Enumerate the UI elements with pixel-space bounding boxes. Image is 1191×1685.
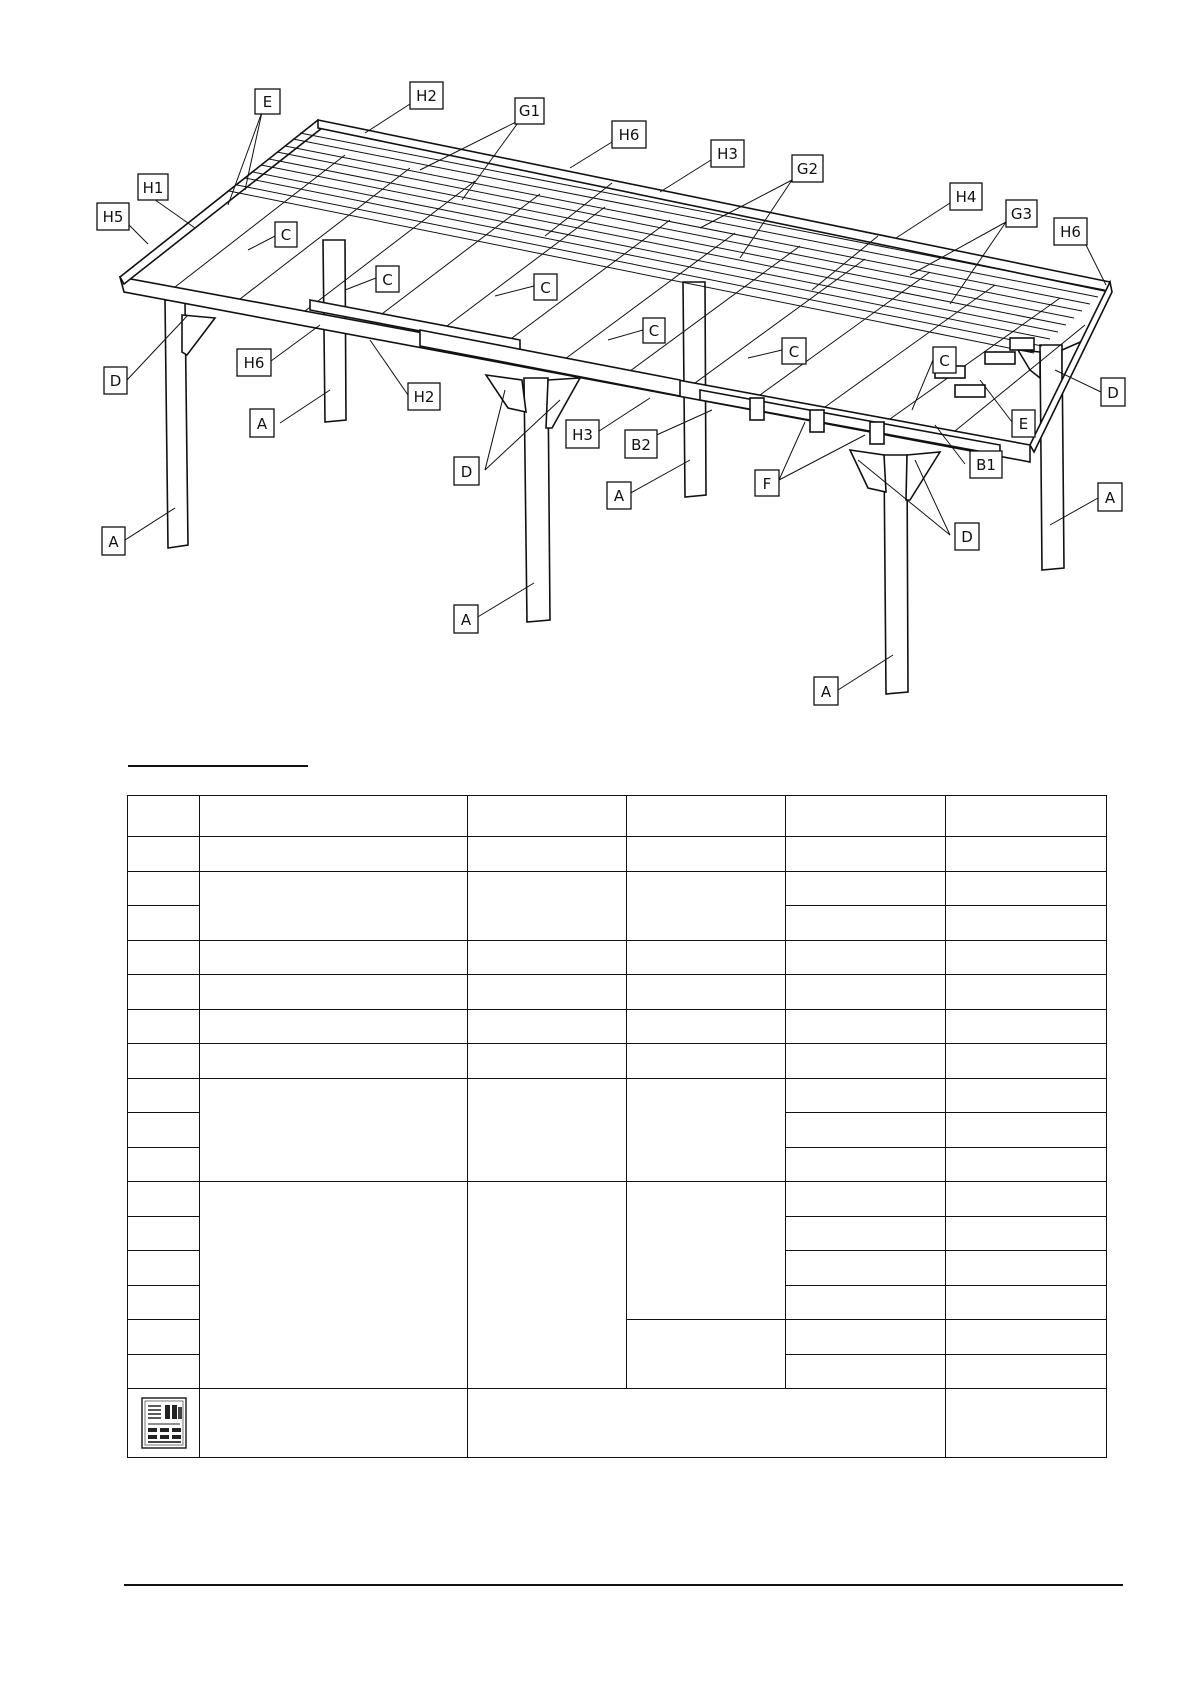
svg-text:G2: G2	[796, 160, 819, 178]
callout-B1	[970, 451, 1002, 478]
table-row	[128, 837, 1107, 872]
svg-text:B1: B1	[976, 456, 996, 474]
footer-rule	[124, 1584, 1123, 1586]
svg-text:A: A	[460, 611, 472, 629]
svg-text:D: D	[460, 463, 473, 481]
callout-H6-front	[237, 349, 271, 376]
header-cell	[200, 796, 468, 837]
header-cell	[468, 796, 627, 837]
callout-C-2	[376, 266, 399, 292]
svg-text:A: A	[1104, 489, 1116, 507]
header-cell	[128, 796, 200, 837]
callout-D-front	[955, 523, 979, 550]
callout-A-back-right	[1098, 483, 1122, 511]
svg-text:E: E	[1018, 415, 1029, 433]
svg-text:C: C	[382, 271, 393, 289]
svg-text:A: A	[820, 683, 832, 701]
callout-G3	[1006, 200, 1037, 227]
svg-text:H4: H4	[955, 188, 977, 206]
header-cell	[786, 796, 946, 837]
callout-C-6	[933, 347, 956, 373]
callout-H5	[97, 203, 129, 230]
table-row	[128, 871, 1107, 906]
callout-C-4	[643, 318, 665, 343]
svg-text:C: C	[788, 343, 800, 361]
callout-D-right	[1101, 378, 1125, 406]
svg-text:A: A	[108, 533, 119, 551]
svg-text:G1: G1	[518, 102, 541, 120]
table-row	[128, 1078, 1107, 1113]
svg-text:H2: H2	[416, 87, 437, 105]
svg-text:H2: H2	[413, 388, 435, 406]
svg-text:H6: H6	[618, 126, 640, 144]
table-row	[128, 975, 1107, 1010]
callout-A-back-left	[102, 527, 125, 555]
callout-H6-right	[1054, 218, 1087, 245]
svg-text:H5: H5	[102, 208, 124, 226]
hardware-bag-icon	[141, 1397, 187, 1449]
callout-A-mid-back	[607, 482, 631, 509]
callout-D-mid	[454, 457, 479, 485]
svg-text:F: F	[762, 475, 772, 493]
svg-text:B2: B2	[631, 436, 651, 454]
callout-E-right	[1012, 410, 1035, 437]
callout-C-5	[782, 338, 806, 364]
svg-text:H3: H3	[572, 426, 593, 444]
callout-H6-top	[612, 121, 646, 148]
table-header-row	[128, 796, 1107, 837]
svg-text:A: A	[256, 415, 268, 433]
callout-G1	[515, 98, 544, 124]
callout-A-front-right	[814, 677, 838, 705]
callout-C-3	[534, 274, 557, 300]
callout-G2	[792, 155, 823, 182]
svg-text:C: C	[939, 352, 950, 370]
callout-H2-front	[408, 383, 440, 410]
svg-text:D: D	[961, 528, 973, 546]
table-row	[128, 940, 1107, 975]
hardware-icon-cell	[128, 1389, 200, 1458]
callout-H3-front	[566, 420, 599, 448]
callout-A-front-left	[250, 409, 274, 437]
section-heading-underline	[128, 765, 308, 767]
callout-B2	[625, 430, 657, 458]
header-cell	[946, 796, 1107, 837]
svg-text:H3: H3	[717, 145, 738, 163]
callout-C-1	[275, 222, 297, 247]
carport-assembly-drawing	[0, 0, 1191, 740]
callout-H2-top	[410, 82, 443, 109]
svg-text:E: E	[262, 93, 273, 111]
callout-H4	[950, 183, 982, 210]
svg-text:C: C	[648, 322, 660, 340]
svg-text:H6: H6	[243, 354, 265, 372]
svg-text:A: A	[613, 487, 625, 505]
callout-D-left	[104, 367, 127, 394]
table-footer-row	[128, 1389, 1107, 1458]
svg-text:G3: G3	[1010, 205, 1033, 223]
callout-A-mid-front	[454, 605, 478, 633]
callout-H3-top	[711, 140, 744, 167]
braces	[182, 315, 1085, 500]
table-row	[128, 1009, 1107, 1044]
svg-text:D: D	[1107, 384, 1119, 402]
callout-H1	[138, 174, 168, 200]
svg-text:C: C	[540, 279, 551, 297]
callout-E-top	[255, 89, 280, 114]
svg-text:C: C	[280, 226, 292, 244]
parts-list-table	[127, 795, 1107, 1458]
svg-text:D: D	[109, 372, 122, 390]
callout-F	[755, 470, 779, 496]
header-cell	[627, 796, 786, 837]
svg-text:H6: H6	[1060, 223, 1081, 241]
table-row	[128, 1182, 1107, 1217]
table-row	[128, 1044, 1107, 1079]
svg-text:H1: H1	[142, 179, 164, 197]
